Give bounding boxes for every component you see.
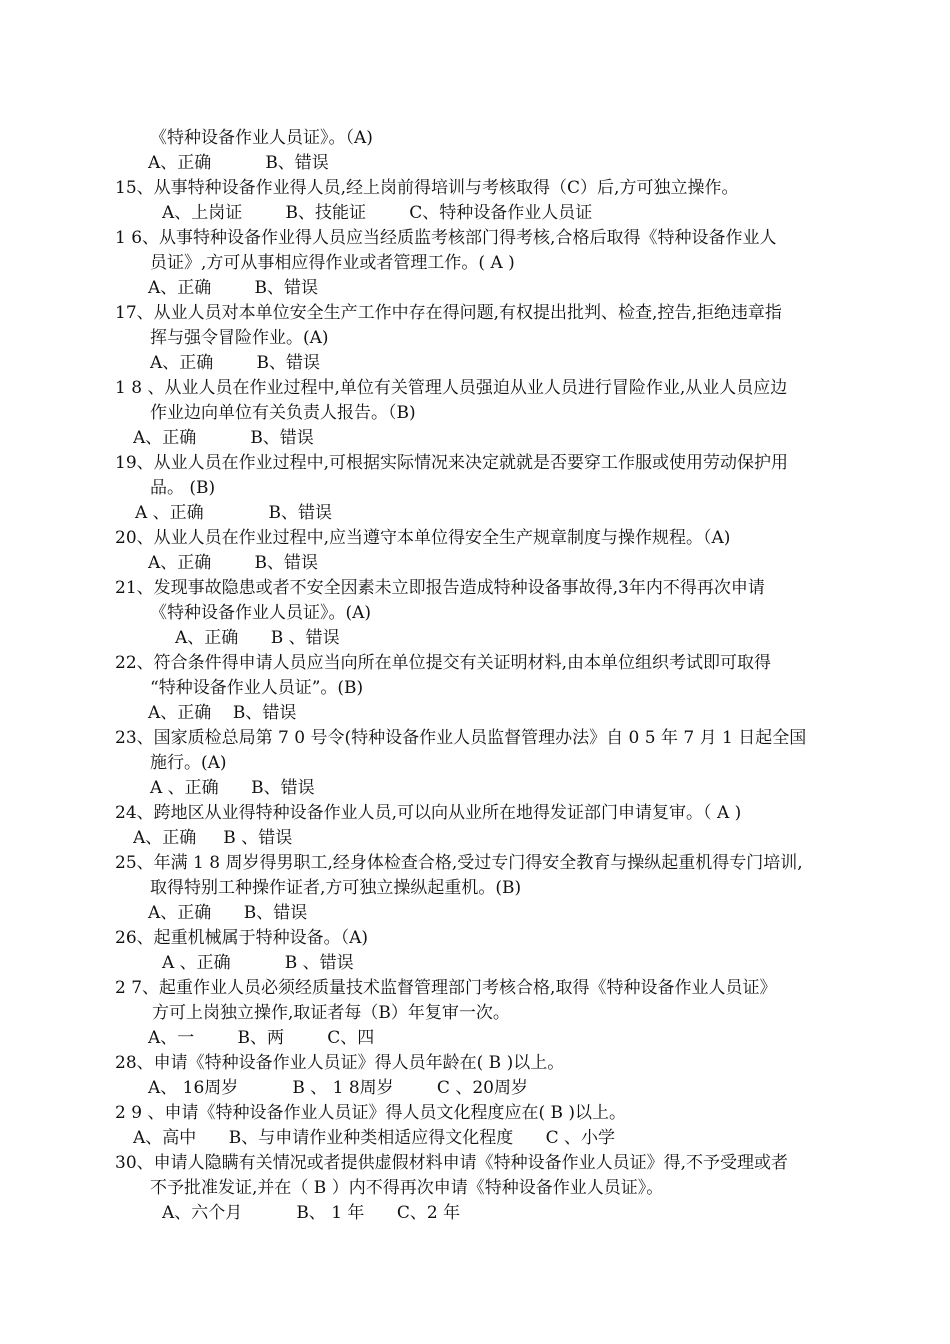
line-q16-options: A、正确 B、错误	[148, 278, 318, 298]
line-q18-cont: 作业边向单位有关负责人报告。（B)	[150, 403, 416, 423]
line-q18-options: A、正确 B、错误	[133, 428, 314, 448]
line-q30: 30、申请人隐瞒有关情况或者提供虚假材料申请《特种设备作业人员证》得,不予受理或者	[115, 1153, 789, 1173]
line-q30-options: A、六个月 B、 1 年 C、2 年	[162, 1203, 461, 1223]
line-q15: 15、从事特种设备作业得人员,经上岗前得培训与考核取得（C）后,方可独立操作。	[115, 178, 739, 198]
line-q25-cont: 取得特别工种操作证者,方可独立操纵起重机。(B)	[150, 878, 522, 898]
line-q14-options: A、正确 B、错误	[148, 153, 329, 173]
line-q30-cont: 不予批准发证,并在（ B ）内不得再次申请《特种设备作业人员证》。	[150, 1178, 664, 1198]
line-q26-options: A 、正确 B 、错误	[162, 953, 354, 973]
line-q17: 17、从业人员对本单位安全生产工作中存在得问题,有权提出批判、检查,控告,拒绝违章指	[115, 303, 782, 323]
line-q20-options: A、正确 B、错误	[148, 553, 318, 573]
line-q22: 22、符合条件得申请人员应当向所在单位提交有关证明材料,由本单位组织考试即可取得	[115, 653, 772, 673]
line-q24: 24、跨地区从业得特种设备作业人员,可以向从业所在地得发证部门申请复审。（ A )	[115, 803, 742, 823]
line-q20: 20、从业人员在作业过程中,应当遵守本单位得安全生产规章制度与操作规程。（A)	[115, 528, 731, 548]
line-q19: 19、从业人员在作业过程中,可根据实际情况来决定就就是否要穿工作服或使用劳动保护用	[115, 453, 789, 473]
line-q23-options: A 、正确 B、错误	[150, 778, 315, 798]
line-q24-options: A、正确 B 、错误	[133, 828, 293, 848]
line-q25-options: A、正确 B、错误	[148, 903, 308, 923]
line-q23: 23、国家质检总局第 7 0 号令(特种设备作业人员监督管理办法》自 0 5 年 7 月 1 日起全国	[115, 728, 807, 748]
line-q28-options: A、 16周岁 B 、 1 8周岁 C 、20周岁	[148, 1078, 528, 1098]
line-q22-cont: “特种设备作业人员证”。(B)	[150, 678, 364, 698]
line-q28: 28、申请《特种设备作业人员证》得人员年龄在( B )以上。	[115, 1053, 565, 1073]
line-q14-cont: 《特种设备作业人员证》。（A)	[150, 128, 373, 148]
line-q26: 26、起重机械属于特种设备。（A)	[115, 928, 369, 948]
line-q21: 21、发现事故隐患或者不安全因素未立即报告造成特种设备事故得,3年内不得再次申请	[115, 578, 765, 598]
line-q21-options: A、正确 B 、错误	[175, 628, 340, 648]
line-q22-options: A、正确 B、错误	[148, 703, 297, 723]
line-q23-cont: 施行。(A)	[150, 753, 227, 773]
line-q19-options: A 、正确 B、错误	[135, 503, 333, 523]
line-q25: 25、年满 1 8 周岁得男职工,经身体检查合格,受过专门得安全教育与操纵起重机得专门培训,	[115, 853, 803, 873]
line-q18: 1 8 、从业人员在作业过程中,单位有关管理人员强迫从业人员进行冒险作业,从业人员应边	[115, 378, 788, 398]
line-q17-cont: 挥与强令冒险作业。(A)	[150, 328, 329, 348]
line-q27-cont: 方可上岗独立操作,取证者每（B）年复审一次。	[152, 1003, 510, 1023]
line-q15-options: A、上岗证 B、技能证 C、特种设备作业人员证	[162, 203, 593, 223]
line-q29-options: A、高中 B、与申请作业种类相适应得文化程度 C 、小学	[133, 1128, 616, 1148]
line-q16-cont: 员证》,方可从事相应得作业或者管理工作。( A )	[150, 253, 515, 273]
line-q29: 2 9 、申请《特种设备作业人员证》得人员文化程度应在( B )以上。	[115, 1103, 627, 1123]
line-q21-cont: 《特种设备作业人员证》。(A)	[150, 603, 372, 623]
line-q27: 2 7、起重作业人员必须经质量技术监督管理部门考核合格,取得《特种设备作业人员证》	[115, 978, 777, 998]
line-q27-options: A、一 B、两 C、四	[148, 1028, 375, 1048]
line-q16: 1 6、从事特种设备作业得人员应当经质监考核部门得考核,合格后取得《特种设备作业人	[115, 228, 777, 248]
line-q19-cont: 品。 (B)	[150, 478, 216, 498]
line-q17-options: A、正确 B、错误	[150, 353, 320, 373]
